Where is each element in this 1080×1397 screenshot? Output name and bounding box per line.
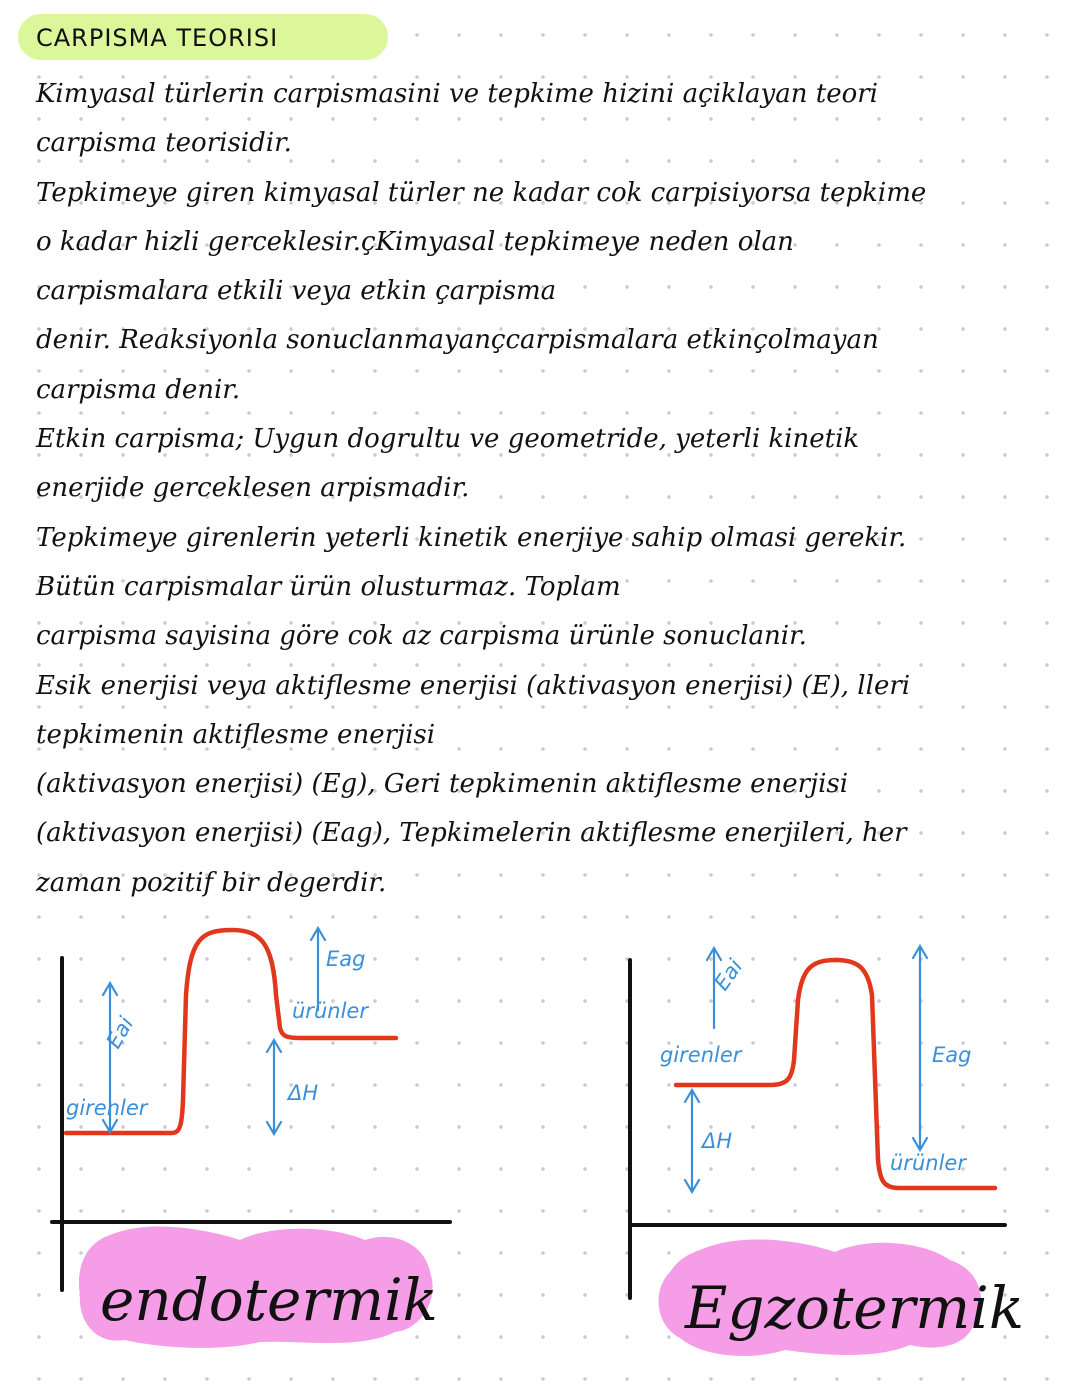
text-line: Kimyasal türlerin carpismasini ve tepkime hizini açiklayan teori <box>36 79 878 109</box>
text-line: zaman pozitif bir degerdir. <box>36 867 387 898</box>
text-line: (aktivasyon enerjisi) (Eg), Geri tepkimenin aktiflesme enerjisi <box>36 769 849 800</box>
caption-endotermik: endotermik <box>100 1266 438 1334</box>
text-line: Tepkimeye girenlerin yeterli kinetik enerjiye sahip olmasi gerekir. <box>36 522 907 553</box>
text-line: o kadar hizli gerceklesir.çKimyasal tepkimeye neden olan <box>36 226 794 257</box>
text-line: carpisma denir. <box>36 374 241 405</box>
dh-label: ΔH <box>702 1129 733 1153</box>
text-line: Etkin carpisma; Uygun dogrultu ve geometride, yeterli kinetik <box>36 424 860 455</box>
title-block <box>18 14 388 60</box>
text-line: carpismalara etkili veya etkin çarpisma <box>36 276 557 307</box>
text-line: Esik enerjisi veya aktiflesme enerjisi (aktivasyon enerjisi) (E), lleri <box>36 670 911 701</box>
page-title: CARPISMA TEORISI <box>36 24 279 52</box>
body-text <box>36 70 1046 908</box>
reactants-label: girenler <box>660 1043 742 1067</box>
eag-label: Eag <box>326 947 366 971</box>
products-label: ürünler <box>890 1151 966 1175</box>
ea-label: Eai <box>709 954 748 995</box>
text-line: denir. Reaksiyonla sonuclanmayançcarpismalara etkinçolmayan <box>36 325 879 356</box>
exothermic-diagram <box>540 900 1080 1397</box>
text-line: Tepkimeye giren kimyasal türler ne kadar cok carpisiyorsa tepkime <box>36 177 927 208</box>
products-label: ürünler <box>292 999 368 1023</box>
caption-egzotermik: Egzotermik <box>685 1274 1024 1342</box>
reactants-label: girenler <box>66 1096 148 1120</box>
text-line: enerjide gerceklesen arpismadir. <box>36 473 470 504</box>
endothermic-diagram <box>0 900 540 1397</box>
text-line: carpisma teorisidir. <box>36 128 292 159</box>
ea-label: Eai <box>101 1012 139 1053</box>
text-line: tepkimenin aktiflesme enerjisi <box>36 719 436 750</box>
dh-label: ΔH <box>288 1081 319 1105</box>
text-line: carpisma sayisina göre cok az carpisma ürünle sonuclanir. <box>36 621 807 652</box>
text-line: Bütün carpismalar ürün olusturmaz. Toplam <box>36 571 621 602</box>
text-line: (aktivasyon enerjisi) (Eag), Tepkimelerin aktiflesme enerjileri, her <box>36 818 907 849</box>
eag-label: Eag <box>932 1043 972 1067</box>
